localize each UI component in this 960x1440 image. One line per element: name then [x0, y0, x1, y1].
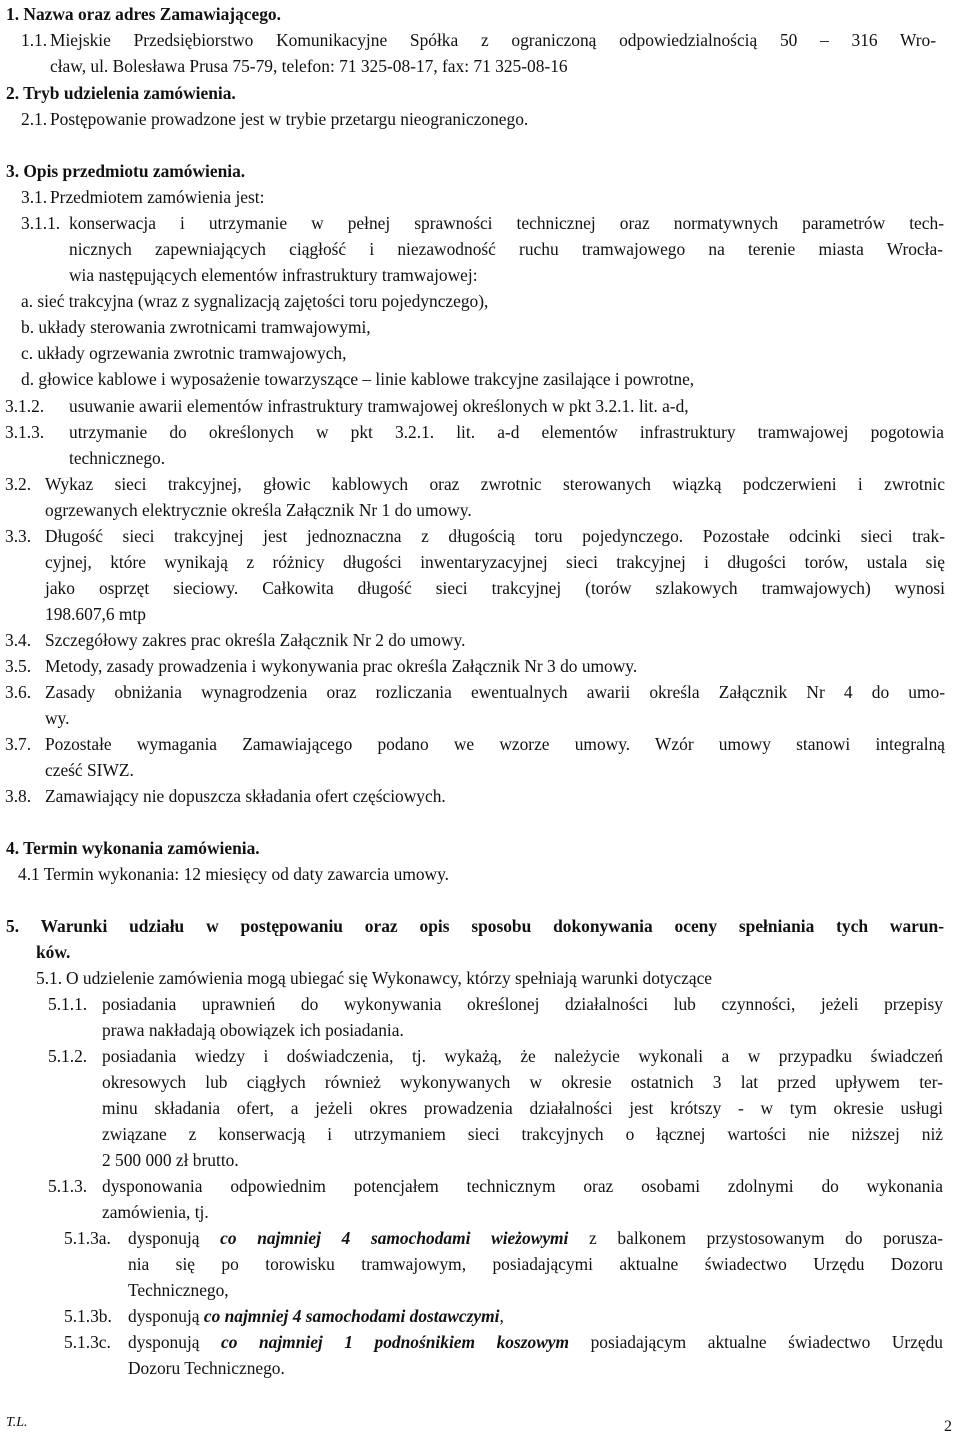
text-line	[0, 53, 960, 79]
text-line	[0, 80, 960, 106]
text-line	[0, 549, 960, 575]
line-text: Szczegółowy zakres prac określa Załącznik Nr 2 do umowy.	[45, 630, 466, 650]
section-heading: 5. Warunki udziału w postępowaniu oraz opis sposobu dokonywania oceny spełniania tych warun-	[6, 916, 944, 936]
line-text: prawa nakładają obowiązek ich posiadania.	[102, 1020, 404, 1040]
line-text-lead: dysponują	[128, 1228, 221, 1248]
line-text: cześć SIWZ.	[45, 760, 134, 780]
line-text: nicznych zapewniających ciągłość i niezawodność ruchu tramwajowego na terenie miasta Wrocła-	[69, 239, 943, 259]
section-number: 3.6.	[5, 682, 32, 702]
text-line	[0, 158, 960, 184]
text-line	[0, 1199, 960, 1225]
section-number: 5.1.3c.	[64, 1332, 111, 1352]
section-number: 5.1.3a.	[64, 1228, 111, 1248]
line-text: posiadania uprawnień do wykonywania określonej działalności lub czynności, jeżeli przepisy	[102, 994, 943, 1014]
line-text: posiadania wiedzy i doświadczenia, tj. wykażą, że należycie wykonali a w przypadku świadczeń	[102, 1046, 943, 1066]
footer-initials: T.L.	[6, 1415, 28, 1430]
text-line	[0, 1121, 960, 1147]
line-text-tail: posiadającym aktualne świadectwo Urzędu	[569, 1332, 943, 1352]
line-text: wy.	[45, 708, 70, 728]
line-text: nia się po torowisku tramwajowym, posiadającymi aktualne świadectwo Urzędu Dozoru	[128, 1254, 943, 1274]
line-text: minu składania ofert, a jeżeli okres prowadzenia działalności jest krótszy - w tym okresie usługi	[102, 1098, 943, 1118]
section-heading: ków.	[36, 942, 71, 962]
line-text: d. głowice kablowe i wyposażenie towarzyszące – linie kablowe trakcyjne zasilające i powrotne,	[21, 369, 695, 389]
text-line	[0, 913, 960, 939]
line-text: Metody, zasady prowadzenia i wykonywania prac określa Załącznik Nr 3 do umowy.	[45, 656, 638, 676]
text-line	[0, 783, 960, 809]
emphasized-text: co najmniej 4 samochodami dostawczymi	[203, 1306, 500, 1326]
text-line	[0, 27, 960, 53]
text-line	[0, 705, 960, 731]
section-number: 5.1.2.	[48, 1046, 88, 1066]
text-line	[0, 523, 960, 549]
text-line	[0, 1147, 960, 1173]
line-text: Postępowanie prowadzone jest w trybie przetargu nieograniczonego.	[50, 109, 529, 129]
line-text: c. układy ogrzewania zwrotnic tramwajowych,	[21, 343, 347, 363]
line-text: O udzielenie zamówienia mogą ubiegać się Wykonawcy, którzy spełniają warunki dotyczące	[66, 968, 713, 988]
section-number: 3.1.1.	[21, 213, 61, 233]
text-line	[0, 1069, 960, 1095]
line-text: Zasady obniżania wynagrodzenia oraz rozliczania ewentualnych awarii określa Załącznik Nr 4 do umo-	[45, 682, 945, 702]
text-line	[0, 653, 960, 679]
text-line	[0, 1277, 960, 1303]
line-text: okresowych lub ciągłych również wykonywanych w okresie ostatnich 3 lat przed upływem ter-	[102, 1072, 943, 1092]
text-line	[0, 445, 960, 471]
text-line	[0, 210, 960, 236]
line-text: 198.607,6 mtp	[45, 604, 146, 624]
section-number: 5.1.	[36, 968, 63, 988]
line-text: dysponowania odpowiednim potencjałem technicznym oraz osobami zdolnymi do wykonania	[102, 1176, 943, 1196]
text-line	[0, 601, 960, 627]
text-line	[0, 419, 960, 445]
text-line	[0, 1095, 960, 1121]
line-text: ogrzewanych elektrycznie określa Załącznik Nr 1 do umowy.	[45, 500, 472, 520]
text-line	[0, 1, 960, 27]
text-line	[0, 236, 960, 262]
text-line	[0, 1043, 960, 1069]
section-number: 3.2.	[5, 474, 32, 494]
page-number: 2	[944, 1418, 952, 1435]
text-line	[0, 939, 960, 965]
line-text: cław, ul. Bolesława Prusa 75-79, telefon: 71 325-08-17, fax: 71 325-08-16	[50, 56, 568, 76]
line-text: usuwanie awarii elementów infrastruktury tramwajowej określonych w pkt 3.2.1. lit. a-d,	[69, 396, 689, 416]
section-number: 5.1.1.	[48, 994, 88, 1014]
line-text	[128, 1303, 504, 1329]
line-text-tail: ,	[499, 1306, 504, 1326]
line-text-tail: z balkonem przystosowanym do porusza-	[568, 1228, 944, 1248]
section-number: 3.8.	[5, 786, 32, 806]
line-text	[128, 1329, 943, 1355]
section-number: 3.1.3.	[5, 422, 45, 442]
text-line	[0, 497, 960, 523]
line-text: 4.1 Termin wykonania: 12 miesięcy od daty zawarcia umowy.	[18, 864, 450, 884]
section-number: 3.4.	[5, 630, 32, 650]
line-text: jako osprzęt sieciowy. Całkowita długość sieci trakcyjnej (torów szlakowych tramwajowych) wynosi	[45, 578, 945, 598]
text-line	[0, 471, 960, 497]
line-text: Długość sieci trakcyjnej jest jednoznaczna z długością toru pojedynczego. Pozostałe odcinki sieci trak-	[45, 526, 945, 546]
line-text: Zamawiający nie dopuszcza składania ofert częściowych.	[45, 786, 446, 806]
line-text: Pozostałe wymagania Zamawiającego podano we wzorze umowy. Wzór umowy stanowi integralną	[45, 734, 945, 754]
line-text: Dozoru Technicznego.	[128, 1358, 285, 1378]
text-line	[0, 679, 960, 705]
text-line	[0, 1251, 960, 1277]
text-line	[0, 1017, 960, 1043]
text-line	[0, 1173, 960, 1199]
line-text: utrzymanie do określonych w pkt 3.2.1. lit. a-d elementów infrastruktury tramwajowej pogotowia	[69, 422, 944, 442]
text-line	[0, 262, 960, 288]
text-line	[0, 575, 960, 601]
line-text: zamówienia, tj.	[102, 1202, 209, 1222]
line-text: cyjnej, które wynikają z różnicy długości inwentaryzacyjnej sieci trakcyjnej i długości torów, ustala się	[45, 552, 945, 572]
text-line	[0, 757, 960, 783]
line-text: Wykaz sieci trakcyjnej, głowic kablowych oraz zwrotnic sterowanych wiązką podczerwieni i zwrotnic	[45, 474, 945, 494]
text-line	[0, 366, 960, 392]
section-number: 5.1.3b.	[64, 1306, 112, 1326]
section-number: 3.5.	[5, 656, 32, 676]
line-text: wia następujących elementów infrastruktury tramwajowej:	[69, 265, 478, 285]
text-line	[0, 627, 960, 653]
line-text: b. układy sterowania zwrotnicami tramwajowymi,	[21, 317, 371, 337]
text-line	[0, 288, 960, 314]
section-number: 5.1.3.	[48, 1176, 88, 1196]
line-text-lead: dysponują	[128, 1332, 222, 1352]
text-line	[0, 861, 960, 887]
text-line	[0, 184, 960, 210]
text-line	[0, 393, 960, 419]
emphasized-text: co najmniej 4 samochodami wieżowymi	[220, 1228, 569, 1248]
line-text: Przedmiotem zamówienia jest:	[50, 187, 265, 207]
text-line	[0, 1303, 960, 1329]
section-number: 3.1.2.	[5, 396, 45, 416]
section-heading: 4. Termin wykonania zamówienia.	[6, 838, 260, 858]
section-heading: 2. Tryb udzielenia zamówienia.	[6, 83, 236, 103]
text-line	[0, 1329, 960, 1355]
text-line	[0, 314, 960, 340]
line-text-lead: dysponują	[128, 1306, 204, 1326]
line-text: Technicznego,	[128, 1280, 229, 1300]
section-number: 3.3.	[5, 526, 32, 546]
text-line	[0, 991, 960, 1017]
text-line	[0, 965, 960, 991]
text-line	[0, 835, 960, 861]
text-line	[0, 1355, 960, 1381]
section-number: 3.7.	[5, 734, 32, 754]
line-text: konserwacja i utrzymanie w pełnej sprawności technicznej oraz normatywnych parametrów tech-	[69, 213, 944, 233]
line-text: związane z konserwacją i utrzymaniem sieci trakcyjnych o łącznej wartości nie niższej niż	[102, 1124, 943, 1144]
line-text: a. sieć trakcyjna (wraz z sygnalizacją zajętości toru pojedynczego),	[21, 291, 489, 311]
section-heading: 1. Nazwa oraz adres Zamawiającego.	[6, 4, 281, 24]
emphasized-text: co najmniej 1 podnośnikiem koszowym	[221, 1332, 570, 1352]
line-text	[128, 1225, 943, 1251]
line-text: 2 500 000 zł brutto.	[102, 1150, 239, 1170]
section-number: 3.1.	[21, 187, 48, 207]
text-line	[0, 1225, 960, 1251]
section-heading: 3. Opis przedmiotu zamówienia.	[6, 161, 246, 181]
section-number: 2.1.	[21, 109, 48, 129]
section-number: 1.1.	[21, 30, 48, 50]
text-line	[0, 340, 960, 366]
line-text: Miejskie Przedsiębiorstwo Komunikacyjne Spółka z ograniczoną odpowiedzialnością 50 – 316 Wro-	[50, 30, 936, 50]
text-line	[0, 106, 960, 132]
text-line	[0, 731, 960, 757]
line-text: technicznego.	[69, 448, 166, 468]
